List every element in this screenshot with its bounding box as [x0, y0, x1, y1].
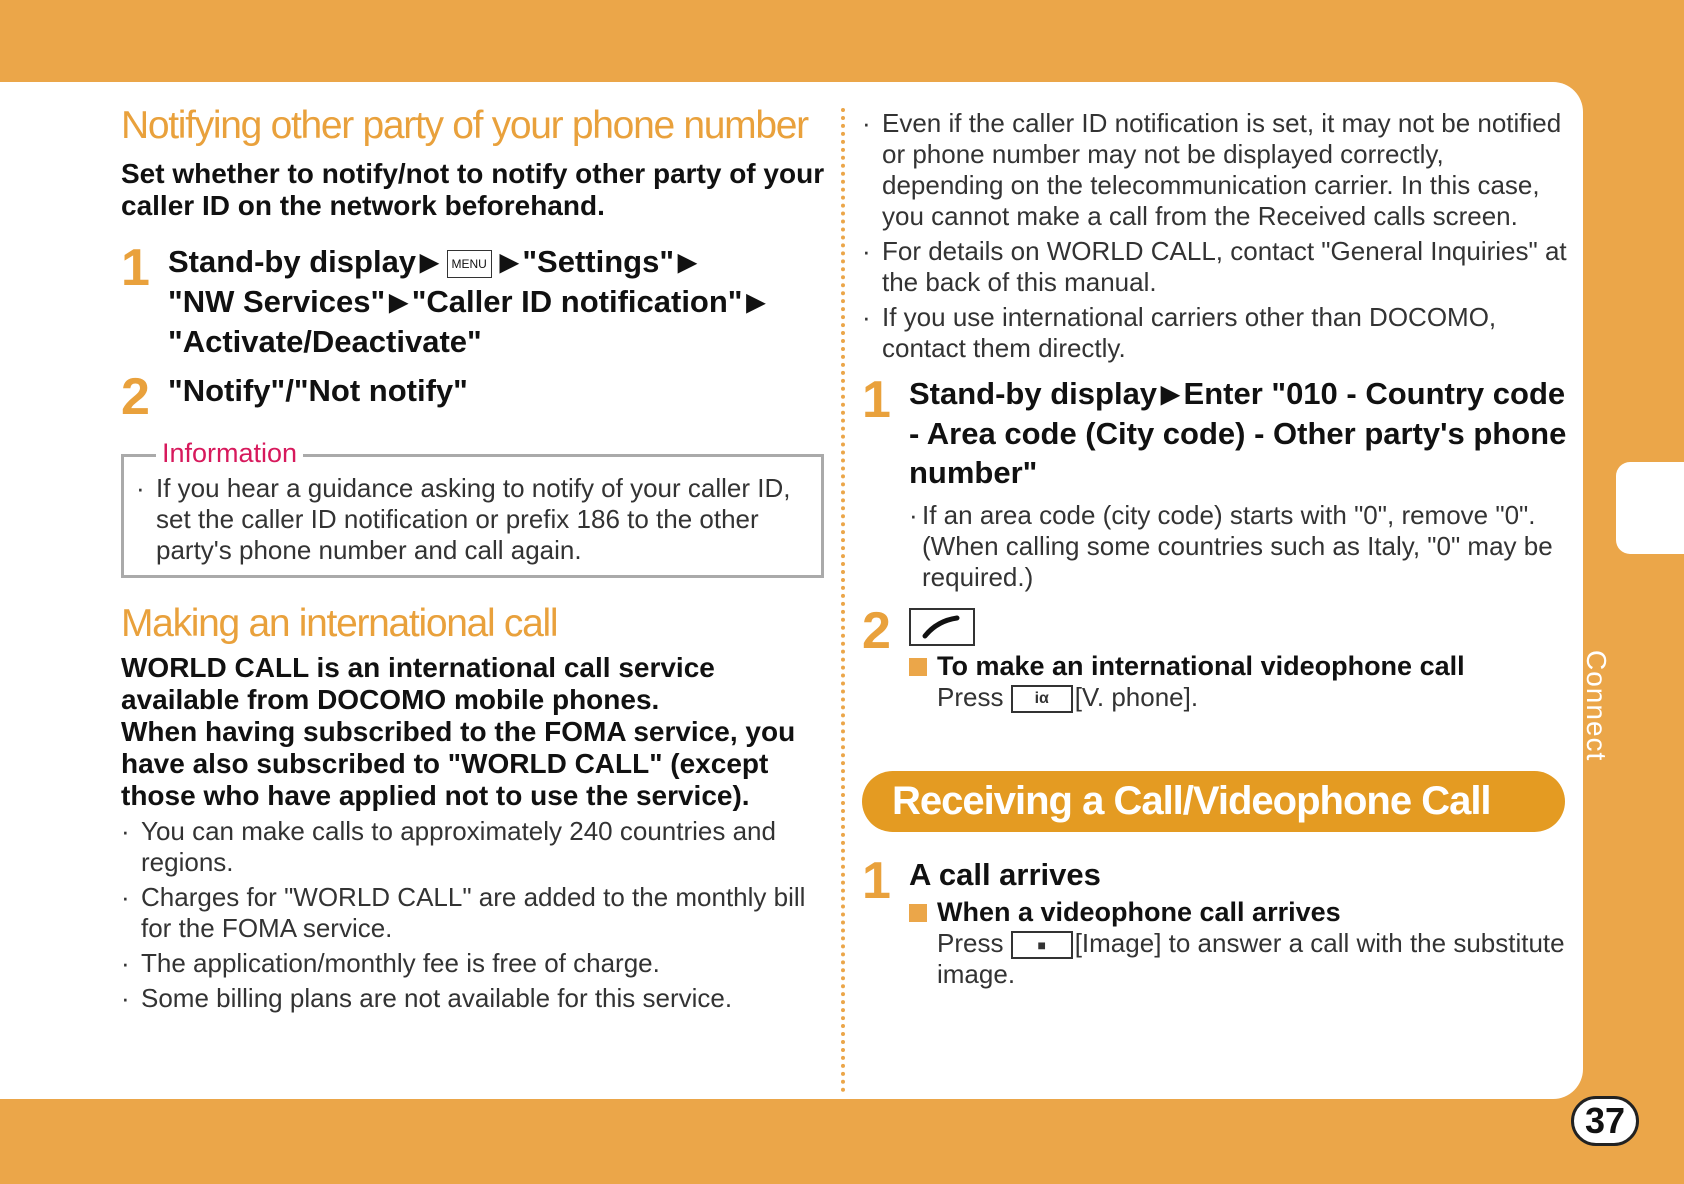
column-divider [841, 108, 845, 1093]
step-text: Stand-by display [168, 244, 417, 279]
videophone-subhead: To make an international videophone call [909, 650, 1568, 682]
arrow-right-icon: ▶ [420, 249, 439, 276]
arrow-right-icon: ▶ [746, 289, 765, 316]
left-column-lower [121, 602, 826, 1014]
square-bullet-icon [909, 904, 927, 922]
left-column [121, 104, 826, 426]
arrow-right-icon: ▶ [1161, 381, 1180, 408]
list-item: · Some billing plans are not available for this service. [121, 983, 733, 1013]
section-banner: Receiving a Call/Videophone Call [862, 771, 1565, 832]
step-text: A call arrives [909, 857, 1101, 892]
right-column-lower [862, 852, 1568, 990]
step-number: 2 [862, 602, 891, 660]
step-text: "Settings" [522, 244, 675, 279]
right-column [862, 108, 1568, 713]
international-bullets [121, 816, 826, 1014]
list-item: · Even if the caller ID notification is set, it may not be notified or phone number may not be displayed correctly, depending on the telecommunication carrier. In this case, you cannot make a call from the Received calls screen. [862, 108, 1562, 231]
list-item: · Charges for "WORLD CALL" are added to the monthly bill for the FOMA service. [121, 882, 806, 943]
step-2-notify [121, 368, 826, 426]
videophone-arrives-subhead: When a videophone call arrives [909, 896, 1568, 928]
page-number: 37 [1571, 1096, 1639, 1146]
information-box [121, 438, 824, 578]
step-note: · If an area code (city code) starts with "0", remove "0". (When calling some countries such as Italy, "0" may be required.) [909, 500, 1553, 592]
step-text: "Notify"/"Not notify" [168, 373, 468, 408]
step-number: 1 [862, 371, 891, 429]
section-tab [1616, 462, 1684, 554]
i-alpha-key-icon: iα [1011, 685, 1073, 713]
videophone-instruction: Press iα [V. phone]. [937, 681, 1199, 712]
step-number: 1 [121, 239, 150, 297]
step-text: Enter "010 - Country code - Area code (City code) - Other party's phone number" [909, 376, 1567, 490]
step-text: "Caller ID notification" [411, 284, 743, 319]
step-1-international [862, 371, 1568, 593]
lead-international: WORLD CALL is an international call service available from DOCOMO mobile phones. [121, 652, 715, 715]
arrow-right-icon: ▶ [389, 289, 408, 316]
list-item: · The application/monthly fee is free of charge. [121, 948, 660, 978]
call-key-icon [909, 608, 975, 646]
step-text: "Activate/Deactivate" [168, 324, 482, 359]
heading-international: Making an international call [121, 602, 558, 645]
information-title: Information [156, 437, 303, 469]
step-text: Stand-by display [909, 376, 1158, 411]
square-bullet-icon [909, 658, 927, 676]
lead-world-call: When having subscribed to the FOMA service, you have also subscribed to "WORLD CALL" (except those who have applied not to use the service). [121, 716, 796, 811]
step-number: 1 [862, 852, 891, 910]
information-text: · If you hear a guidance asking to notify of your caller ID, set the caller ID notification or prefix 186 to the other party's phone number and call again. [136, 473, 791, 565]
square-key-icon: ■ [1011, 931, 1073, 959]
videophone-arrives-instruction: Press ■ [Image] to answer a call with the substitute image. [937, 928, 1565, 990]
step-2-international [862, 602, 1568, 713]
step-text: "NW Services" [168, 284, 386, 319]
lead-notify: Set whether to notify/not to notify other party of your caller ID on the network beforehand. [121, 158, 825, 221]
step-1-receive [862, 852, 1568, 990]
list-item: · If you use international carriers other than DOCOMO, contact them directly. [862, 302, 1497, 363]
section-label: Connect [1581, 650, 1612, 762]
list-item: · For details on WORLD CALL, contact "General Inquiries" at the back of this manual. [862, 236, 1567, 297]
arrow-right-icon: ▶ [678, 249, 697, 276]
menu-key-icon: MENU [447, 250, 492, 278]
arrow-right-icon: ▶ [499, 249, 519, 276]
heading-notify: Notifying other party of your phone number [121, 104, 808, 147]
list-item: · You can make calls to approximately 240 countries and regions. [121, 816, 776, 877]
step-number: 2 [121, 368, 150, 426]
step-1-notify [121, 239, 826, 361]
